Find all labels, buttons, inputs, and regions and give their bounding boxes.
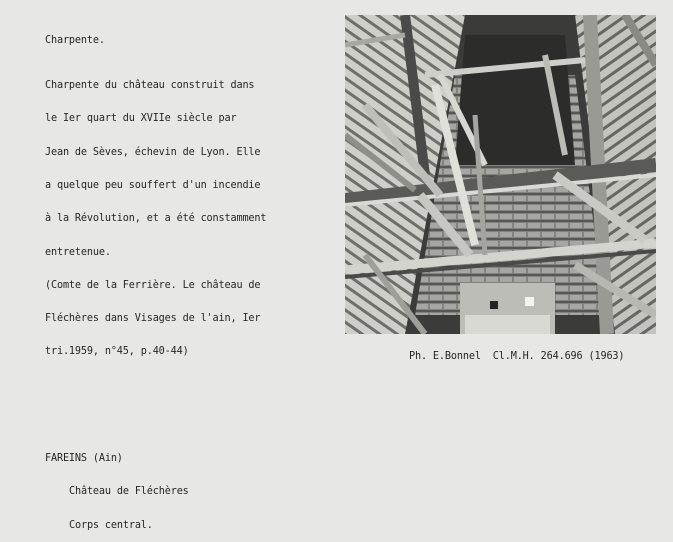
description-line: entretenue.	[45, 246, 111, 258]
description-line: a quelque peu souffert d'un incendie	[45, 180, 261, 192]
roof-framework-illustration	[345, 15, 656, 334]
description	[45, 58, 266, 369]
location-building: Château de Fléchères	[69, 486, 189, 498]
description-line: le Ier quart du XVIIe siècle par	[45, 113, 237, 125]
photo-credit: Ph. E.Bonnel Cl.M.H. 264.696 (1963)	[409, 351, 625, 362]
description-line: (Comte de la Ferrière. Le château de	[45, 279, 261, 291]
location-part: Corps central.	[69, 519, 153, 531]
location-block	[45, 431, 189, 542]
description-line: Fléchères dans Visages de l'ain, Ier	[45, 313, 261, 325]
location-commune: FAREINS (Ain)	[45, 453, 123, 465]
description-line: Charpente du château construit dans	[45, 80, 255, 92]
roof-framework-photo	[345, 15, 656, 334]
description-line: à la Révolution, et a été constamment	[45, 213, 267, 225]
description-line: tri.1959, n°45, p.40-44)	[45, 346, 189, 358]
heading: Charpente.	[45, 35, 105, 46]
description-line: Jean de Sèves, échevin de Lyon. Elle	[45, 146, 261, 158]
